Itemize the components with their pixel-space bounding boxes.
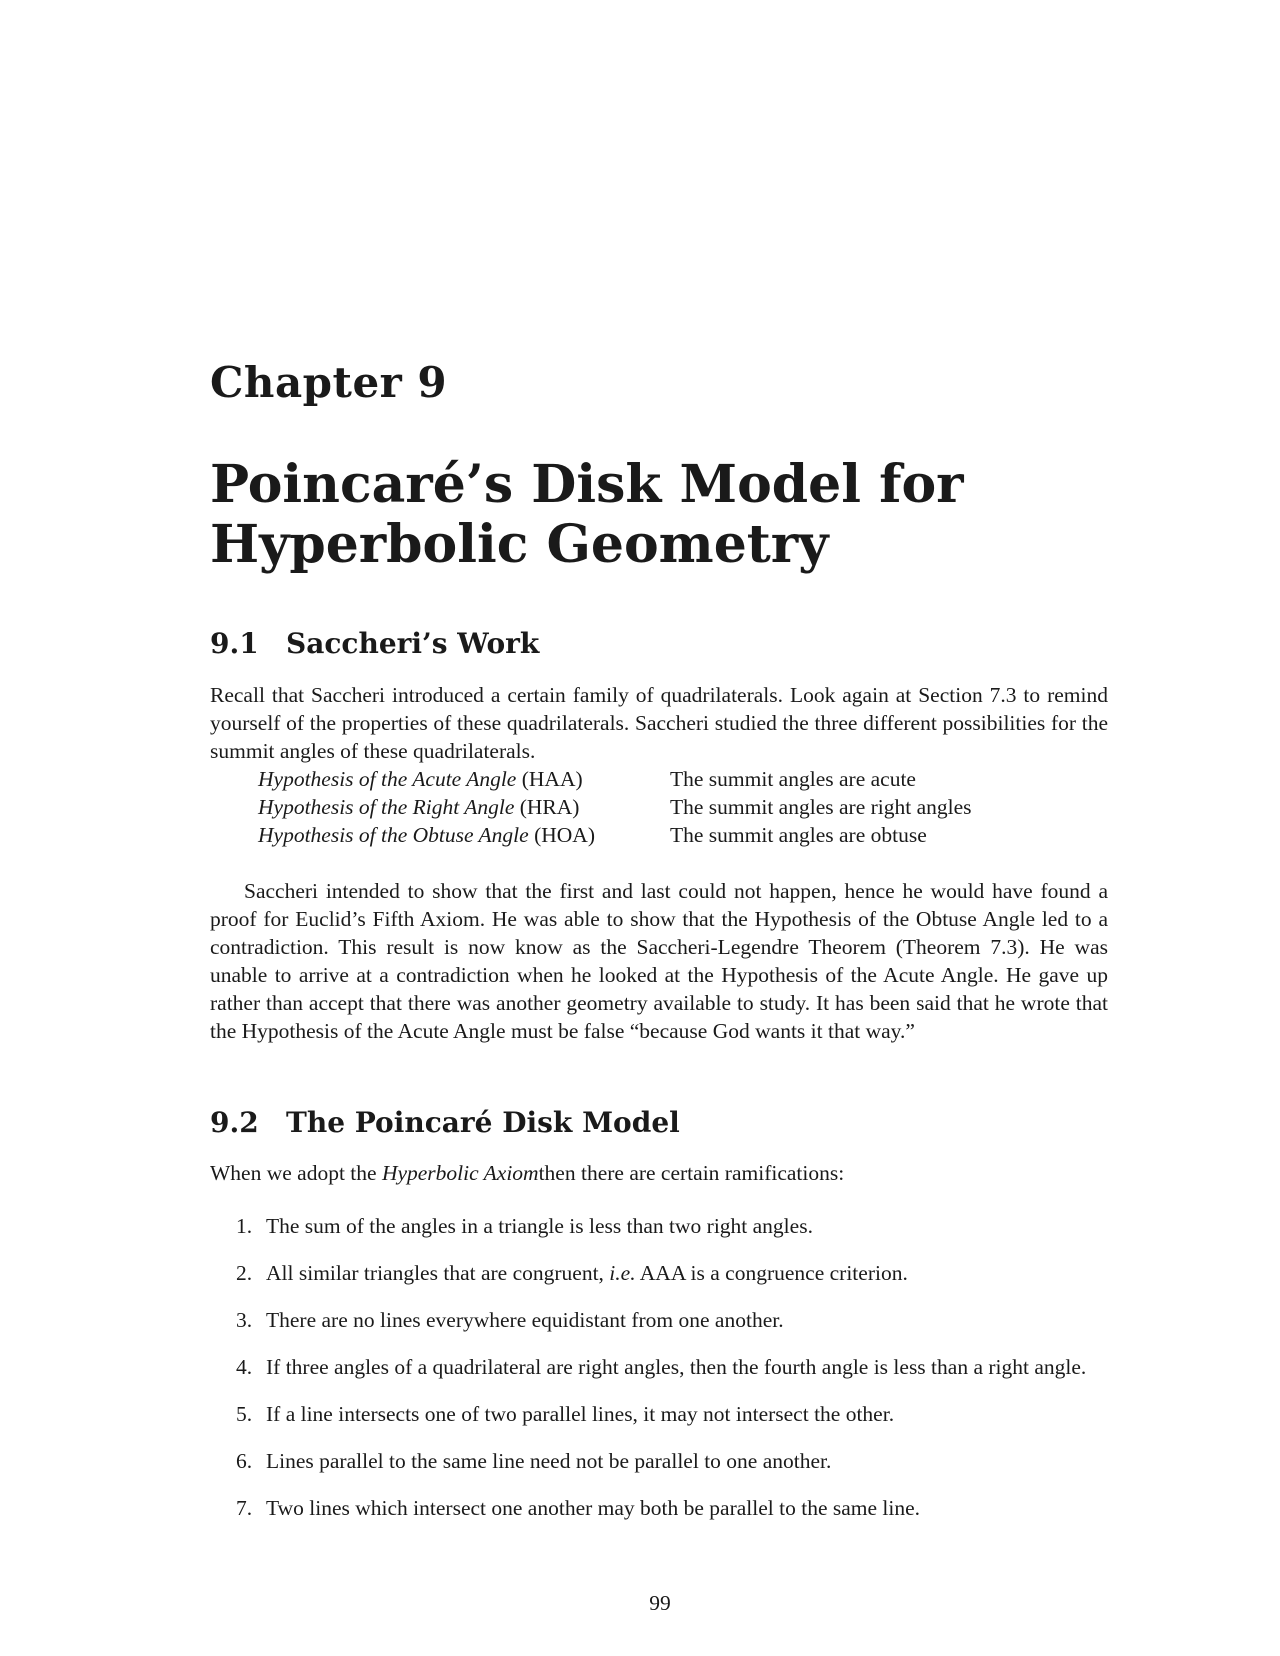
section-number: 9.2 — [210, 1106, 259, 1139]
page-number: 99 — [649, 1591, 671, 1615]
section-2-intro-paragraph: When we adopt the Hyperbolic Axiomthen there are certain ramifications: — [210, 1161, 845, 1185]
hypothesis-abbr: (HAA) — [521, 767, 583, 791]
hypothesis-abbr: (HOA) — [534, 823, 595, 847]
ramifications-list — [210, 1212, 1108, 1541]
chapter-title-line-2: Hyperbolic Geometry — [210, 514, 829, 575]
list-marker: 5. — [236, 1402, 253, 1426]
hypothesis-table — [258, 765, 1108, 849]
list-marker: 2. — [236, 1261, 253, 1285]
hypothesis-row — [258, 793, 1108, 821]
hypothesis-row — [258, 821, 1108, 849]
list-item: 2. All similar triangles that are congruent, i.e. AAA is a congruence criterion. — [236, 1261, 908, 1285]
chapter-title — [210, 455, 1110, 575]
emphasis-term: Hyperbolic Axiom — [381, 1161, 539, 1185]
section-title: Saccheri’s Work — [286, 627, 540, 660]
list-item: 3. There are no lines everywhere equidistant from one another. — [236, 1308, 784, 1332]
list-item: 1. The sum of the angles in a triangle is less than two right angles. — [236, 1214, 813, 1238]
list-item: 5. If a line intersects one of two parallel lines, it may not intersect the other. — [236, 1402, 895, 1426]
chapter-title-line-1: Poincaré’s Disk Model for — [210, 454, 964, 515]
document-page — [210, 0, 1110, 1656]
list-marker: 7. — [236, 1496, 253, 1520]
list-item: 6. Lines parallel to the same line need not be parallel to one another. — [236, 1449, 832, 1473]
list-item: 7. Two lines which intersect one another may both be parallel to the same line. — [236, 1496, 921, 1520]
list-item: 4. If three angles of a quadrilateral are right angles, then the fourth angle is less than a right angle. — [236, 1355, 1087, 1379]
hypothesis-description: The summit angles are obtuse — [670, 823, 927, 847]
section-heading-9-2 — [210, 1106, 680, 1139]
list-marker: 1. — [236, 1214, 253, 1238]
hypothesis-abbr: (HRA) — [519, 795, 580, 819]
list-marker: 6. — [236, 1449, 253, 1473]
section-1-body-paragraph: Saccheri intended to show that the first and last could not happen, hence he would have found a proof for Euclid’s Fifth Axiom. He was able to show that the Hypothesis of the Obtuse Angle led to a contradiction. This result is now know as the Saccheri-Legendre Theorem (Theorem 7.3). He was unable to arrive at a contradiction when he looked at the Hypothesis of the Acute Angle. He gave up rather than accept that there was another geometry available to study. It has been said that he wrote that the Hypothesis of the Acute Angle must be false “because God wants it that way.” — [210, 879, 1108, 1043]
section-1-intro-paragraph: Recall that Saccheri introduced a certain family of quadrilaterals. Look again at Section 7.3 to remind yourself of the properties of these quadrilaterals. Saccheri studied the three different possibilities for the summit angles of these quadrilaterals. — [210, 683, 1108, 763]
list-marker: 3. — [236, 1308, 253, 1332]
hypothesis-name: Hypothesis of the Acute Angle — [258, 767, 517, 791]
hypothesis-description: The summit angles are right angles — [670, 795, 972, 819]
section-number: 9.1 — [210, 627, 259, 660]
list-marker: 4. — [236, 1355, 253, 1379]
chapter-label: Chapter 9 — [210, 358, 448, 407]
hypothesis-name: Hypothesis of the Obtuse Angle — [258, 823, 529, 847]
section-heading-9-1 — [210, 627, 539, 660]
section-title: The Poincaré Disk Model — [286, 1106, 680, 1139]
hypothesis-name: Hypothesis of the Right Angle — [258, 795, 515, 819]
hypothesis-row — [258, 765, 1108, 793]
hypothesis-description: The summit angles are acute — [670, 767, 916, 791]
